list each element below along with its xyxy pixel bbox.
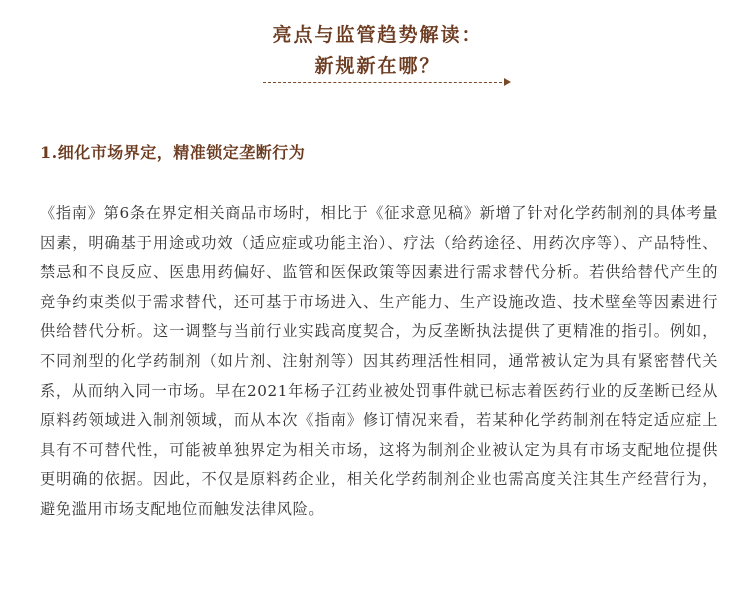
- section-paragraph: 《指南》第6条在界定相关商品市场时，相比于《征求意见稿》新增了针对化学药制剂的具体考量因素，明确基于用途或功效（适应症或功能主治）、疗法（给药途径、用药次序等）、产品特性、禁忌和不良反应、医患用药偏好、监管和医保政策等因素进行需求替代分析。若供给替代产生的竞争约束类似于需求替代，还可基于市场进入、生产能力、生产设施改造、技术壁垒等因素进行供给替代分析。这一调整与当前行业实践高度契合，为反垄断执法提供了更精准的指引。例如，不同剂型的化学药制剂（如片剂、注射剂等）因其药理活性相同，通常被认定为具有紧密替代关系，从而纳入同一市场。早在2021年杨子江药业被处罚事件就已标志着医药行业的反垄断已经从原料药领域进入制剂领域，而从本次《指南》修订情况来看，若某种化学药制剂在特定适应症上具有不可替代性，可能被单独界定为相关市场，这将为制剂企业被认定为具有市场支配地位提供更明确的依据。因此，不仅是原料药企业，相关化学药制剂企业也需高度关注其生产经营行为，避免滥用市场支配地位而触发法律风险。: [40, 204, 718, 518]
- header-title-line-1: 亮点与监管趋势解读：: [272, 24, 483, 46]
- divider-arrow-icon: [504, 78, 511, 86]
- article-header: [0, 0, 755, 82]
- section-heading: 1.细化市场界定，精准锁定垄断行为: [40, 143, 306, 162]
- header-title-line-2: 新规新在哪？: [314, 55, 441, 77]
- dashed-divider: [263, 82, 507, 83]
